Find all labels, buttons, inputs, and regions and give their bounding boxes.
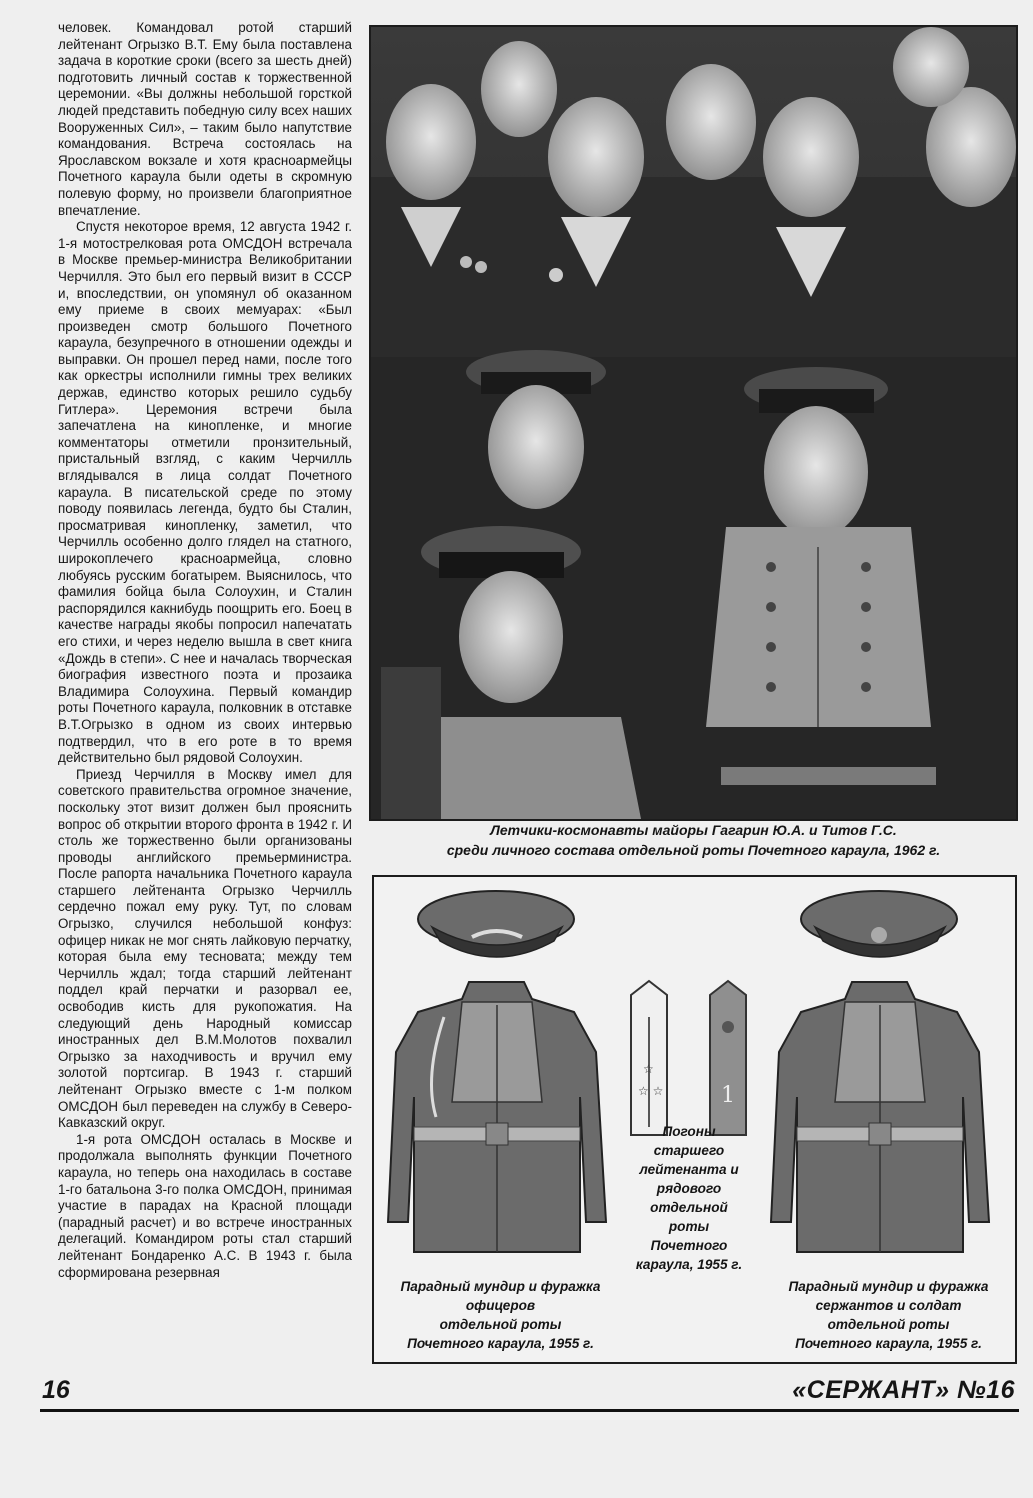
article-paragraph-1: человек. Командовал ротой старший лейтенант Огрызко В.Т. Ему была поставлена задача в короткие сроки (всего за шесть дней) подготовить личный состав к торжественной церемонии. «Вы должны небольшой горсткой людей представить победную силу всех наших Вооруженных Сил», – таким было напутствие командования. Встреча состоялась на Ярославском вокзале и хотя красноармейцы Почетного караула были одеты в скромную полевую форму, но произвели благоприятное впечатление. xyxy=(58,20,352,218)
svg-text:☆ ☆: ☆ ☆ xyxy=(638,1084,664,1098)
uniforms-illustration xyxy=(372,875,1017,1364)
caption-boards-line: Почетного xyxy=(650,1238,728,1253)
soldier-tunic-icon xyxy=(771,982,989,1252)
shoulder-board-officer-icon xyxy=(631,981,667,1135)
caption-officers-line: офицеров xyxy=(465,1298,536,1313)
soldier-cap-icon xyxy=(801,891,957,957)
caption-soldiers-line: отдельной роты xyxy=(827,1317,950,1332)
article-paragraph-4: 1-я рота ОМСДОН осталась в Москве и продолжала выполнять функции Почетного караула, но теперь она находилась в составе 1-го батальона 3-го полка ОМСДОН, принимая участие в парадах на Красной площади (парадный расчет) и во встрече иностранных делегаций. Командиром роты стал старший лейтенант Бондаренко А.С. В 1943 г. была сформирована резервная xyxy=(58,1131,352,1280)
svg-text:☆: ☆ xyxy=(643,1062,654,1076)
article-paragraph-3: Приезд Черчилля в Москву имел для советского правительства огромное значение, поскольку этот визит должен был прояснить вопрос об открытии второго фронта в 1942 г. И столь же торжественно были организованы проводы английского премьерминистра. После рапорта начальника Почетного караула старшего лейтенанта Огрызко Черчилль сердечно пожал ему руку. Тут, по словам Огрызко, случился небольшой конфуз: офицер никак не мог снять лайковую перчатку, которая была ему тесновата; между тем Черчилль ждал; тогда старший лейтенант поддел край перчатки и разорвал ее, освободив кисть для рукопожатия. На следующий день Народный комиссар иностранных дел В.М.Молотов похвалил Огрызко за находчивость и вручил ему золотой портсигар. В 1943 г. старший лейтенант Огрызко вместе с 1-м полком ОМСДОН был переведен на службу в Северо-Кавказский округ. xyxy=(58,766,352,1131)
footer-rule xyxy=(40,1409,1019,1412)
caption-soldiers xyxy=(766,1277,1011,1353)
shoulder-board-soldier-icon xyxy=(710,981,746,1135)
caption-soldiers-line: Почетного караула, 1955 г. xyxy=(795,1336,982,1351)
caption-boards-line: роты xyxy=(668,1219,710,1234)
caption-boards-line: лейтенанта и xyxy=(639,1162,739,1177)
photo-caption-line-2: среди личного состава отдельной роты Почетного караула, 1962 г. xyxy=(446,842,941,858)
caption-officers-line: Парадный мундир и фуражка xyxy=(400,1279,601,1294)
caption-boards-line: Погоны xyxy=(662,1124,716,1139)
caption-shoulder-boards xyxy=(614,1122,764,1274)
photo-caption xyxy=(369,820,1018,860)
article-paragraph-2: Спустя некоторое время, 12 августа 1942 г. 1-я мотострелковая рота ОМСДОН встречала в Москве премьер-министра Великобритании Черчилля. Это был его первый визит в СССР и, впоследствии, он упомянул об оказанном ему приеме в своих мемуарах: «Был произведен смотр большого Почетного караула, безупречного в отношении одежды и выправки. Он прошел перед нами, после того как оркестры исполнили гимны трех великих держав, единство которых решило судьбу Гитлера». Церемония встречи была запечатлена на кинопленке, и многие комментаторы отметили пронзительный, пристальный взгляд, с каким Черчилль вглядывался в лица солдат Почетного караула. В писательской среде по этому поводу появилась легенда, будто бы Сталин, просматривая кинопленку, заметил, что Черчилль особенно долго глядел на статного, широкоплечего красноармейца, словно любуясь русским богатырем. Выяснилось, что фамилия бойца была Солоухин, и Сталин распорядился какнибудь поощрить его. Боец в качестве награды якобы попросил напечатать его стихи, и через неделю вышла в свет книга «Дождь в степи». С нее и началась творческая биография известного поэта и прозаика Владимира Солоухина. Первый командир роты Почетного караула, полковник в отставке В.Т.Огрызко в одном из своих интервью подтвердил, что в его роте в то время действительно был рядовой Солоухин. xyxy=(58,219,352,766)
group-photo-image xyxy=(371,27,1016,819)
caption-boards-line: старшего xyxy=(653,1143,725,1158)
article-column xyxy=(58,20,352,1370)
shoulder-board-number: 1 xyxy=(721,1083,735,1108)
caption-officers-line: Почетного караула, 1955 г. xyxy=(407,1336,594,1351)
caption-soldiers-line: сержантов и солдат xyxy=(815,1298,962,1313)
officer-tunic-icon xyxy=(388,982,606,1252)
caption-soldiers-line: Парадный мундир и фуражка xyxy=(788,1279,989,1294)
caption-officers xyxy=(378,1277,623,1353)
photo-caption-line-1: Летчики-космонавты майоры Гагарин Ю.А. и Титов Г.С. xyxy=(490,822,897,838)
group-photo xyxy=(369,25,1018,821)
caption-boards-line: рядового xyxy=(656,1181,722,1196)
page-number: 16 xyxy=(42,1376,70,1404)
caption-boards-line: караула, 1955 г. xyxy=(635,1257,743,1272)
magazine-title: «СЕРЖАНТ» №16 xyxy=(792,1376,1015,1404)
caption-officers-line: отдельной роты xyxy=(439,1317,562,1332)
caption-boards-line: отдельной xyxy=(650,1200,728,1215)
officer-cap-icon xyxy=(418,891,574,957)
